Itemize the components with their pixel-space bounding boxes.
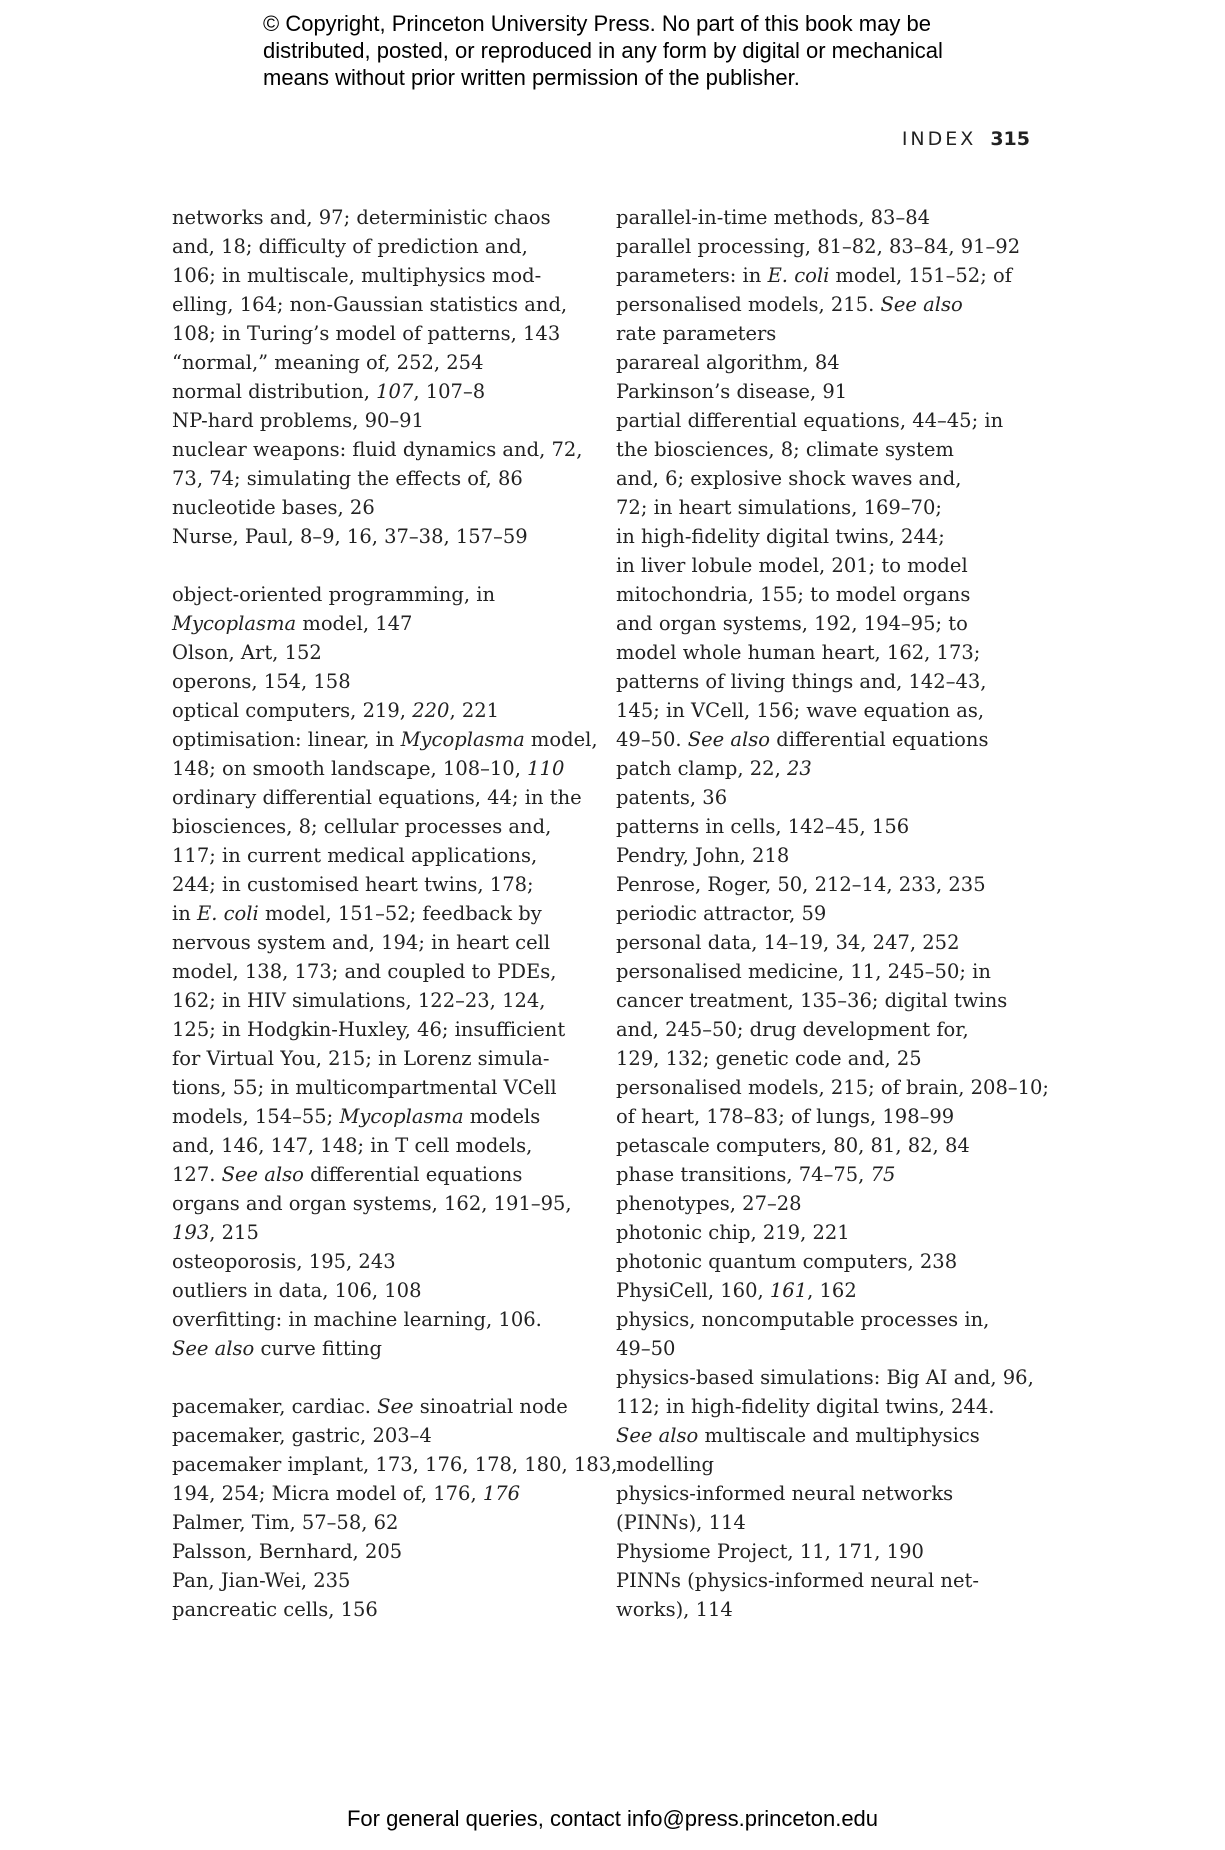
entry-text: 125; in Hodgkin-Huxley, 46; insufficient (172, 1018, 566, 1041)
entry-text: in liver lobule model, 201; to model (616, 554, 968, 577)
copyright-line: distributed, posted, or reproduced in any form by digital or mechanical (263, 38, 943, 63)
entry-text: normal distribution, (172, 380, 377, 403)
entry-text: , 162 (807, 1279, 857, 1302)
italic-text: E. coli (197, 902, 259, 925)
entry-text: and, 6; explosive shock waves and, (616, 467, 962, 490)
entry-text: 162; in HIV simulations, 122–23, 124, (172, 989, 546, 1012)
index-entry-line (172, 290, 612, 319)
index-entry-line (172, 1421, 612, 1450)
index-entry (172, 1508, 612, 1537)
italic-text: 75 (870, 1163, 896, 1186)
index-entry (172, 1276, 612, 1305)
index-entry-line (616, 609, 1036, 638)
index-entry-line (172, 725, 612, 754)
index-entry-line (616, 1421, 1036, 1450)
index-entry (616, 783, 1036, 812)
index-entry (616, 754, 1036, 783)
index-entry (172, 1421, 612, 1450)
entry-text: and, 245–50; drug development for, (616, 1018, 969, 1041)
index-entry-line (172, 580, 612, 609)
entry-text: differential equations (303, 1163, 523, 1186)
index-column-right (616, 203, 1049, 1624)
entry-text: physics-based simulations: Big AI and, 96, (616, 1366, 1034, 1389)
entry-text: PINNs (physics-informed neural net- (616, 1569, 979, 1592)
entry-text: parareal algorithm, 84 (616, 351, 840, 374)
entry-text: sinoatrial node (413, 1395, 568, 1418)
index-entry (616, 377, 1036, 406)
entry-text: Pan, Jian-Wei, 235 (172, 1569, 351, 1592)
entry-text: Parkinson’s disease, 91 (616, 380, 848, 403)
index-entry (616, 1537, 1036, 1566)
entry-text: partial differential equations, 44–45; in (616, 409, 1004, 432)
index-entry-line (172, 1044, 612, 1073)
entry-text: models, 154–55; (172, 1105, 340, 1128)
entry-text: parallel processing, 81–82, 83–84, 91–92 (616, 235, 1021, 258)
page-number: 315 (990, 128, 1030, 150)
index-entry-line (172, 319, 612, 348)
letter-group-gap (172, 1363, 612, 1392)
entry-text: 148; on smooth landscape, 108–10, (172, 757, 528, 780)
index-entry-line (172, 870, 612, 899)
italic-text: 23 (787, 757, 812, 780)
index-entry-line (616, 348, 1036, 377)
index-entry (172, 725, 612, 783)
index-entry-line (616, 1363, 1036, 1392)
entry-text: patterns in cells, 142–45, 156 (616, 815, 910, 838)
italic-text: See (377, 1395, 414, 1418)
entry-text: 127. (172, 1163, 222, 1186)
entry-text: outliers in data, 106, 108 (172, 1279, 422, 1302)
entry-text: Physiome Project, 11, 171, 190 (616, 1540, 924, 1563)
entry-text: curve fitting (254, 1337, 382, 1360)
entry-text: phenotypes, 27–28 (616, 1192, 802, 1215)
index-entry-line (172, 435, 612, 464)
index-entry-line (172, 696, 612, 725)
entry-text: Nurse, Paul, 8–9, 16, 37–38, 157–59 (172, 525, 528, 548)
index-entry-line (616, 551, 1036, 580)
entry-text: periodic attractor, 59 (616, 902, 827, 925)
entry-text: 108; in Turing’s model of patterns, 143 (172, 322, 561, 345)
index-entry-line (172, 928, 612, 957)
index-entry-line (172, 667, 612, 696)
entry-text: petascale computers, 80, 81, 82, 84 (616, 1134, 970, 1157)
index-entry-line (616, 1276, 1036, 1305)
entry-text: pancreatic cells, 156 (172, 1598, 378, 1621)
index-entry-line (616, 319, 1036, 348)
index-entry-line (616, 1131, 1036, 1160)
entry-text: personal data, 14–19, 34, 247, 252 (616, 931, 960, 954)
entry-text: nucleotide bases, 26 (172, 496, 375, 519)
index-entry (172, 1189, 612, 1247)
index-entry-line (616, 928, 1036, 957)
entry-text: model, 151–52; feedback by (258, 902, 542, 925)
entry-text: , 221 (449, 699, 500, 722)
index-entry-line (172, 1073, 612, 1102)
index-entry-line (172, 1305, 612, 1334)
entry-text: and, 146, 147, 148; in T cell models, (172, 1134, 533, 1157)
entry-text: rate parameters (616, 322, 777, 345)
index-entry (172, 1566, 612, 1595)
index-entry-line (172, 957, 612, 986)
index-entry (616, 1218, 1036, 1247)
index-entry-line (172, 261, 612, 290)
index-entry-line (616, 1392, 1036, 1421)
index-entry-line (172, 1508, 612, 1537)
index-entry-line (616, 638, 1036, 667)
index-entry-line (616, 812, 1036, 841)
index-entry (172, 348, 612, 377)
index-entry-line (616, 841, 1036, 870)
entry-text: Pendry, John, 218 (616, 844, 790, 867)
index-entry-line (616, 1566, 1036, 1595)
italic-text: 176 (482, 1482, 521, 1505)
index-entry-line (172, 1160, 612, 1189)
entry-text: networks and, 97; deterministic chaos (172, 206, 551, 229)
index-entry-line (616, 1450, 1036, 1479)
entry-text: and, 18; difficulty of prediction and, (172, 235, 528, 258)
index-entry-line (616, 1595, 1036, 1624)
entry-text: NP-hard problems, 90–91 (172, 409, 424, 432)
index-entry (616, 348, 1036, 377)
index-entry (616, 1160, 1036, 1189)
index-entry-line (172, 1189, 612, 1218)
index-entry (616, 232, 1036, 261)
index-entry (616, 406, 1036, 754)
italic-text: Mycoplasma (400, 728, 525, 751)
index-entry-line (616, 1044, 1036, 1073)
entry-text: 72; in heart simulations, 169–70; (616, 496, 942, 519)
entry-text: (PINNs), 114 (616, 1511, 746, 1534)
entry-text: optical computers, 219, (172, 699, 413, 722)
index-entry-line (616, 1334, 1036, 1363)
copyright-line: © Copyright, Princeton University Press. No part of this book may be (263, 11, 931, 36)
entry-text: and organ systems, 192, 194–95; to (616, 612, 968, 635)
index-entry-line (172, 1131, 612, 1160)
index-entry-line (616, 1508, 1036, 1537)
entry-text: differential equations (770, 728, 989, 751)
index-entry (172, 406, 612, 435)
entry-text: personalised models, 215. (616, 293, 881, 316)
index-entry-line (616, 464, 1036, 493)
entry-text: patch clamp, 22, (616, 757, 787, 780)
entry-text: parallel-in-time methods, 83–84 (616, 206, 931, 229)
index-entry-line (172, 841, 612, 870)
entry-text: pacemaker, cardiac. (172, 1395, 378, 1418)
entry-text: model whole human heart, 162, 173; (616, 641, 981, 664)
index-entry (172, 1392, 612, 1421)
index-entry-line (616, 261, 1036, 290)
entry-text: organs and organ systems, 162, 191–95, (172, 1192, 572, 1215)
index-entry-line (172, 1450, 618, 1479)
index-entry-continued (172, 203, 612, 348)
index-entry-line (616, 1073, 1049, 1102)
index-entry-line (172, 1566, 612, 1595)
entry-text: 49–50. (616, 728, 688, 751)
index-entry (616, 928, 1036, 957)
index-entry-line (616, 493, 1036, 522)
index-entry-line (172, 203, 612, 232)
index-entry-line (616, 522, 1036, 551)
index-entry (172, 1247, 612, 1276)
index-entry (172, 580, 612, 638)
italic-text: See also (687, 728, 771, 751)
entry-text: 145; in VCell, 156; wave equation as, (616, 699, 985, 722)
index-entry-line (172, 899, 612, 928)
running-head-label: INDEX (901, 128, 977, 150)
italic-text: Mycoplasma (172, 612, 297, 635)
index-entry (172, 783, 612, 1189)
italic-text: See also (880, 293, 963, 316)
index-entry-line (172, 1479, 612, 1508)
index-entry (172, 493, 612, 522)
italic-text: 161 (769, 1279, 808, 1302)
index-entry-line (616, 1537, 1036, 1566)
entry-text: , 107–8 (413, 380, 486, 403)
index-entry-line (172, 812, 612, 841)
index-entry-line (172, 493, 612, 522)
index-entry (172, 1595, 612, 1624)
index-entry (616, 1131, 1036, 1160)
entry-text: 73, 74; simulating the effects of, 86 (172, 467, 523, 490)
entry-text: Penrose, Roger, 50, 212–14, 233, 235 (616, 873, 986, 896)
index-entry (616, 870, 1036, 899)
italic-text: 220 (412, 699, 450, 722)
index-entry (172, 435, 612, 493)
entry-text: ordinary differential equations, 44; in the (172, 786, 582, 809)
entry-text: osteoporosis, 195, 243 (172, 1250, 396, 1273)
index-entry (616, 957, 1036, 1073)
entry-text: model, 138, 173; and coupled to PDEs, (172, 960, 557, 983)
entry-text: optimisation: linear, in (172, 728, 401, 751)
entry-text: photonic chip, 219, 221 (616, 1221, 850, 1244)
entry-text: , 215 (209, 1221, 259, 1244)
entry-text: the biosciences, 8; climate system (616, 438, 954, 461)
index-entry-line (172, 1595, 612, 1624)
entry-text: personalised models, 215; of brain, 208–10; (616, 1076, 1049, 1099)
index-entry (172, 1537, 612, 1566)
index-entry-line (616, 667, 1036, 696)
index-entry (172, 638, 612, 667)
index-entry-line (616, 203, 1036, 232)
entry-text: 194, 254; Micra model of, 176, (172, 1482, 483, 1505)
index-entry-line (172, 348, 612, 377)
index-entry-line (616, 406, 1036, 435)
italic-text: 110 (527, 757, 565, 780)
index-entry-line (172, 986, 612, 1015)
entry-text: 129, 132; genetic code and, 25 (616, 1047, 922, 1070)
index-entry-line (172, 406, 612, 435)
entry-text: physics, noncomputable processes in, (616, 1308, 990, 1331)
italic-text: Mycoplasma (339, 1105, 464, 1128)
index-entry-line (616, 1479, 1036, 1508)
italic-text: See also (221, 1163, 304, 1186)
index-entry-line (172, 609, 612, 638)
entry-text: models (463, 1105, 541, 1128)
entry-text: physics-informed neural networks (616, 1482, 954, 1505)
entry-text: multiscale and multiphysics (698, 1424, 980, 1447)
entry-text: model, 151–52; of (829, 264, 1012, 287)
index-entry-line (172, 1537, 612, 1566)
running-head (860, 128, 1030, 150)
entry-text: parameters: in (616, 264, 768, 287)
index-entry (616, 1276, 1036, 1305)
index-entry-line (172, 522, 612, 551)
entry-text: phase transitions, 74–75, (616, 1163, 871, 1186)
entry-text: Palmer, Tim, 57–58, 62 (172, 1511, 399, 1534)
entry-text: photonic quantum computers, 238 (616, 1250, 958, 1273)
entry-text: of heart, 178–83; of lungs, 198–99 (616, 1105, 955, 1128)
index-entry (616, 812, 1036, 841)
entry-text: operons, 154, 158 (172, 670, 351, 693)
entry-text: in (172, 902, 197, 925)
entry-text: 244; in customised heart twins, 178; (172, 873, 534, 896)
index-entry-line (616, 899, 1036, 928)
footer-contact: For general queries, contact info@press.princeton.edu (346, 1806, 879, 1831)
index-entry-line (172, 1276, 612, 1305)
entry-text: 49–50 (616, 1337, 676, 1360)
index-entry-line (172, 1102, 612, 1131)
entry-text: Olson, Art, 152 (172, 641, 322, 664)
index-entry (616, 1247, 1036, 1276)
entry-text: personalised medicine, 11, 245–50; in (616, 960, 991, 983)
index-entry (616, 1189, 1036, 1218)
index-entry-line (616, 725, 1036, 754)
italic-text: 193 (172, 1221, 210, 1244)
index-entry-line (172, 232, 612, 261)
entry-text: nervous system and, 194; in heart cell (172, 931, 551, 954)
index-entry-line (172, 754, 612, 783)
entry-text: Palsson, Bernhard, 205 (172, 1540, 403, 1563)
entry-text: 112; in high-fidelity digital twins, 244. (616, 1395, 995, 1418)
entry-text: tions, 55; in multicompartmental VCell (172, 1076, 557, 1099)
index-entry (616, 261, 1036, 348)
index-entry (616, 1305, 1036, 1363)
index-entry-line (616, 986, 1036, 1015)
entry-text: in high-fidelity digital twins, 244; (616, 525, 945, 548)
entry-text: pacemaker implant, 173, 176, 178, 180, 183, (172, 1453, 618, 1476)
letter-group-gap (172, 551, 612, 580)
index-entry-line (616, 1189, 1036, 1218)
entry-text: works), 114 (616, 1598, 733, 1621)
index-entry (172, 696, 612, 725)
index-entry-line (616, 290, 1036, 319)
index-entry-line (616, 1160, 1036, 1189)
italic-text: See also (172, 1337, 255, 1360)
entry-text: biosciences, 8; cellular processes and, (172, 815, 552, 838)
entry-text: model, 147 (296, 612, 413, 635)
index-entry (616, 1479, 1036, 1537)
index-entry (172, 667, 612, 696)
index-entry-line (616, 580, 1036, 609)
index-entry-line (616, 870, 1036, 899)
index-entry-line (616, 377, 1036, 406)
index-entry-line (616, 1305, 1036, 1334)
index-entry (616, 203, 1036, 232)
entry-text: 117; in current medical applications, (172, 844, 538, 867)
entry-text: overfitting: in machine learning, 106. (172, 1308, 542, 1331)
entry-text: model, (524, 728, 598, 751)
entry-text: pacemaker, gastric, 203–4 (172, 1424, 432, 1447)
entry-text: object-oriented programming, in (172, 583, 496, 606)
index-entry-line (172, 638, 612, 667)
copyright-notice (263, 10, 1023, 91)
index-entry (616, 1073, 1049, 1131)
index-entry (172, 377, 612, 406)
index-entry-line (616, 696, 1036, 725)
index-entry-line (172, 1334, 612, 1363)
index-entry-line (616, 783, 1036, 812)
index-entry (616, 841, 1036, 870)
entry-text: elling, 164; non-Gaussian statistics and, (172, 293, 568, 316)
italic-text: See also (616, 1424, 699, 1447)
italic-text: 107 (376, 380, 414, 403)
index-entry-line (172, 377, 612, 406)
index-entry-line (172, 1218, 612, 1247)
entry-text: modelling (616, 1453, 715, 1476)
index-entry-line (616, 435, 1036, 464)
copyright-line: means without prior written permission of the publisher. (263, 65, 800, 90)
index-entry-line (616, 957, 1036, 986)
index-entry-line (172, 464, 612, 493)
entry-text: mitochondria, 155; to model organs (616, 583, 971, 606)
index-entry-line (616, 1015, 1036, 1044)
index-entry-line (172, 1015, 612, 1044)
index-entry (616, 1363, 1036, 1479)
entry-text: nuclear weapons: fluid dynamics and, 72, (172, 438, 583, 461)
entry-text: 106; in multiscale, multiphysics mod- (172, 264, 542, 287)
index-entry (172, 1450, 618, 1508)
index-entry (172, 522, 612, 551)
entry-text: “normal,” meaning of, 252, 254 (172, 351, 484, 374)
entry-text: for Virtual You, 215; in Lorenz simula- (172, 1047, 550, 1070)
index-entry-line (172, 1247, 612, 1276)
entry-text: PhysiCell, 160, (616, 1279, 770, 1302)
index-entry-line (172, 1392, 612, 1421)
entry-text: patents, 36 (616, 786, 728, 809)
entry-text: patterns of living things and, 142–43, (616, 670, 987, 693)
index-entry-line (616, 232, 1036, 261)
index-entry-line (616, 754, 1036, 783)
index-entry-line (616, 1102, 1036, 1131)
index-entry-line (616, 1247, 1036, 1276)
index-entry (616, 1566, 1036, 1624)
index-column-left (172, 203, 618, 1624)
index-entry (616, 899, 1036, 928)
entry-text: cancer treatment, 135–36; digital twins (616, 989, 1008, 1012)
index-entry (172, 1305, 612, 1363)
index-entry-line (616, 1218, 1036, 1247)
italic-text: E. coli (767, 264, 830, 287)
index-entry-line (172, 783, 612, 812)
